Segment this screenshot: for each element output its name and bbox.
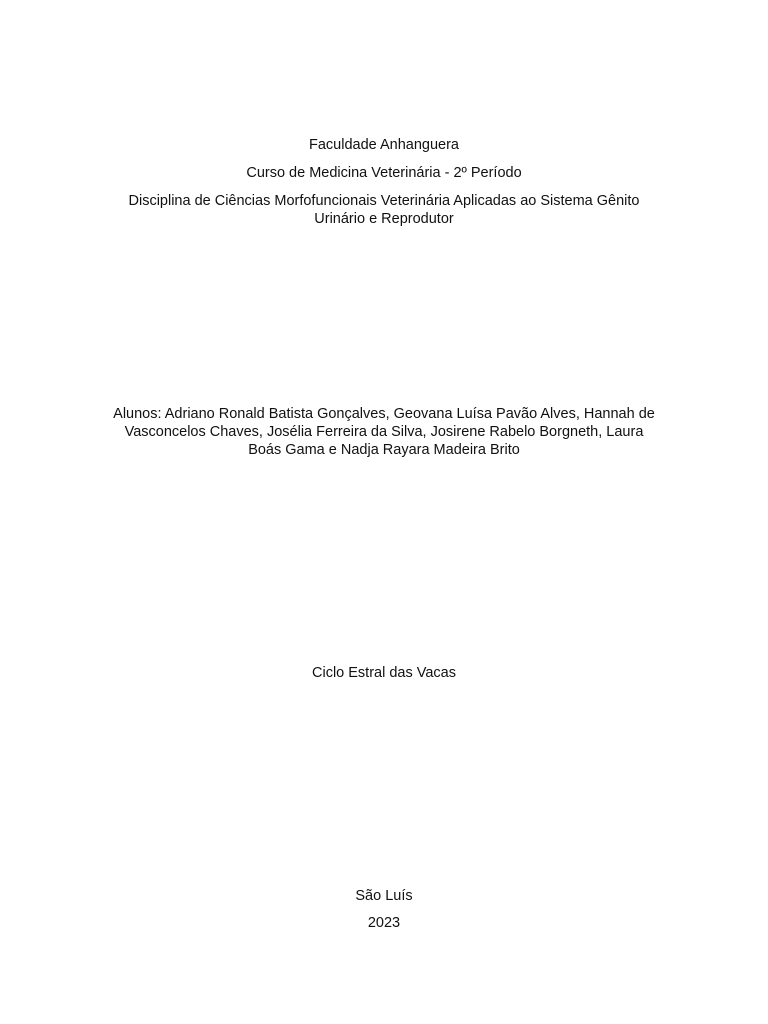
year: 2023 — [367, 915, 401, 931]
document-title: Ciclo Estral das Vacas — [312, 665, 456, 681]
students-line-2: Vasconcelos Chaves, Josélia Ferreira da Silva, Josirene Rabelo Borgneth, Laura — [124, 424, 644, 440]
course-name: Curso de Medicina Veterinária - 2º Período — [246, 165, 522, 181]
city: São Luís — [355, 888, 413, 904]
students-line-3: Boás Gama e Nadja Rayara Madeira Brito — [248, 442, 520, 458]
discipline-name-line-2: Urinário e Reprodutor — [314, 211, 454, 227]
institution-name: Faculdade Anhanguera — [309, 137, 459, 153]
students-line-1: Alunos: Adriano Ronald Batista Gonçalves, Geovana Luísa Pavão Alves, Hannah de — [113, 406, 655, 422]
discipline-name-line-1: Disciplina de Ciências Morfofuncionais Veterinária Aplicadas ao Sistema Gênito — [128, 193, 640, 209]
